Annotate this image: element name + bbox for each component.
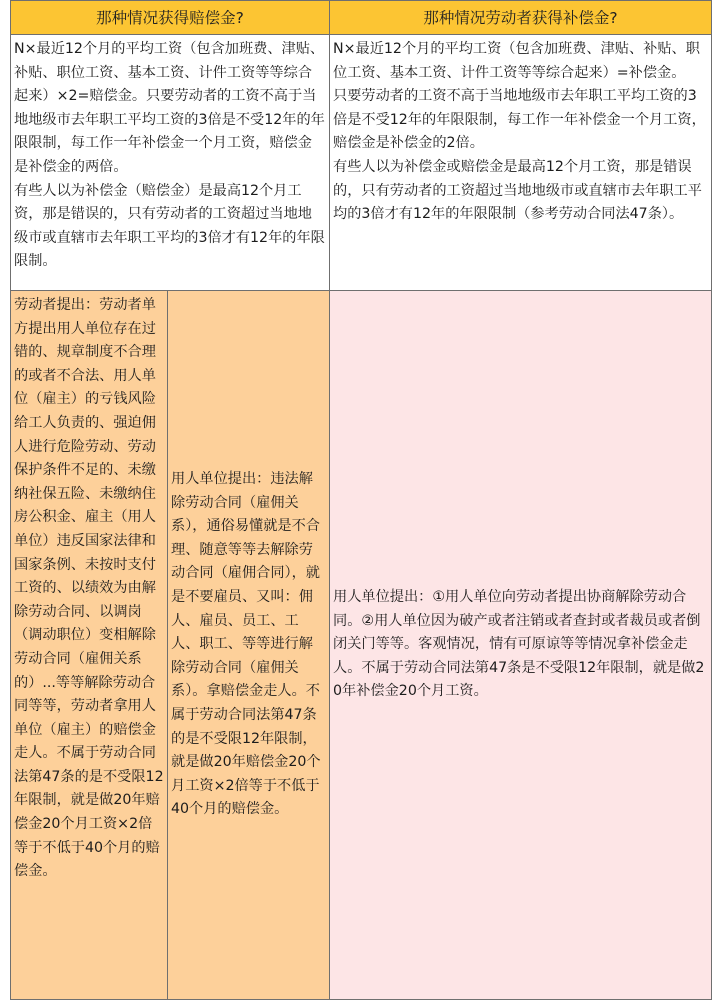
employer-illegal-termination-cell: 用人单位提出：违法解除劳动合同（雇佣关系），通俗易懂就是不合理、随意等等去解除劳动合同（雇佣合同），就是不要雇员、又叫：佣人、雇员、员工、工人、职工、等等进行解除劳动合同（雇佣关系）。拿赔偿金走人。不属于劳动合同法第47条的是不受限12年限制，就是做20年赔偿金20个月工资×2倍等于不低于40个月的赔偿金。: [168, 291, 330, 1000]
damages-misconception-text: 有些人以为补偿金（赔偿金）是最高12个月工资，那是错误的，只有劳动者的工资超过当地地级市或直辖市去年职工平均的3倍才有12年的年限限制。: [14, 182, 325, 270]
header-compensation-severance: 那种情况劳动者获得补偿金?: [330, 1, 712, 35]
header-row: [11, 1, 712, 35]
formula-row: [11, 35, 712, 291]
scenario-row: [11, 291, 712, 1000]
compensation-comparison-table: [10, 0, 712, 1000]
employer-legal-termination-cell: 用人单位提出：①用人单位向劳动者提出协商解除劳动合同。②用人单位因为破产或者注销或者查封或者裁员或者倒闭关门等等。客观情况，情有可原谅等等情况拿补偿金走人。不属于劳动合同法第47条是不受限12年限制，就是做20年补偿金20个月工资。: [330, 291, 712, 1000]
damages-formula-cell: [11, 35, 330, 291]
header-compensation-damages: 那种情况获得赔偿金?: [11, 1, 330, 35]
severance-formula-text: N×最近12个月的平均工资（包含加班费、津贴、补贴、职位工资、基本工资、计件工资等等综合起来）=补偿金。: [333, 41, 700, 81]
severance-limit-text: 只要劳动者的工资不高于当地地级市去年职工平均工资的3倍是不受12年的年限限制，每工作一年补偿金一个月工资，赔偿金是补偿金的2倍。: [333, 88, 706, 152]
damages-formula-text: N×最近12个月的平均工资（包含加班费、津贴、补贴、职位工资、基本工资、计件工资等等综合起来）×2=赔偿金。只要劳动者的工资不高于当地地级市去年职工平均工资的3倍是不受12年的年限限制，每工作一年补偿金一个月工资，赔偿金是补偿金的两倍。: [14, 41, 325, 175]
worker-initiated-cell: 劳动者提出：劳动者单方提出用人单位存在过错的、规章制度不合理的或者不合法、用人单位（雇主）的亏钱风险给工人负责的、强迫佣人进行危险劳动、劳动保护条件不足的、未缴纳社保五险、未缴纳住房公积金、雇主（用人单位）违反国家法律和国家条例、未按时支付工资的、以绩效为由解除劳动合同、以调岗（调动职位）变相解除劳动合同（雇佣关系的）...等等解除劳动合同等等，劳动者拿用人单位（雇主）的赔偿金走人。不属于劳动合同法第47条的是不受限12年限制，就是做20年赔偿金20个月工资×2倍等于不低于40个月的赔偿金。: [11, 291, 168, 1000]
severance-formula-cell: [330, 35, 712, 291]
severance-misconception-text: 有些人以为补偿金或赔偿金是最高12个月工资，那是错误的，只有劳动者的工资超过当地地级市或直辖市去年职工平均的3倍才有12年的年限限制（参考劳动合同法47条）。: [333, 158, 702, 223]
